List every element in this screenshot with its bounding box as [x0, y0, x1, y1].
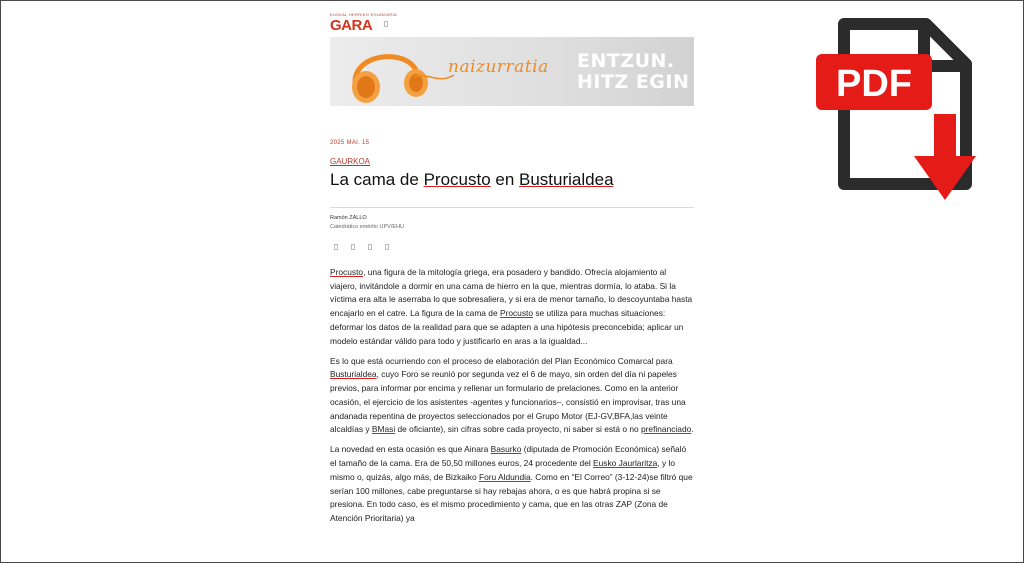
title-part: La cama de — [330, 170, 424, 189]
underlined-term: Foru Aldundia — [478, 471, 531, 482]
title-part: en — [490, 170, 520, 189]
pdf-download-icon[interactable] — [816, 16, 992, 202]
underlined-term: Procusto — [330, 267, 364, 277]
text-run: , y lo mismo o, quizás, algo más, de Bizkaiko — [330, 458, 675, 482]
paragraph — [330, 443, 694, 525]
paragraph — [330, 355, 694, 437]
text-run: , cuyo Foro se reunió por segunda vez el 6 de mayo, sin orden del día ni papeles previos, para informar por encima y rellenar un formulario de prelaciones. Como en la anterior ocasión, el ejercicio de los asistentes -agentes y funcionarios–, consistió en improvisar, tras una andanada repentina de proyectos seleccionados por el Grupo Motor (EJ-GV,BFA,las veinte alcaldías y — [330, 369, 686, 435]
text-run: de oficiante), sin cifras sobre cada proyecto, ni saber si está o no — [395, 424, 641, 435]
divider — [330, 207, 694, 208]
whatsapp-share-icon[interactable] — [368, 244, 372, 250]
article-title — [330, 170, 614, 190]
article-body — [330, 266, 694, 532]
underlined-term: prefinanciado — [640, 424, 692, 435]
text-run: , una figura de la mitología griega, era posadero y bandido. Ofrecía alojamiento al viajero, invitándole a dormir en una cama de hierro en la que, mientras dormía, lo ataba. Si la víctima era alta le aserraba lo que sobresaliera, y si era de menor tamaño, lo descoyuntaba hasta encajarlo en el catre. La figura de la cama de — [330, 267, 693, 319]
text-run: Es lo que está ocurriendo con el proceso de elaboración del Plan Económico Comarcal para — [330, 355, 673, 366]
gara-logo[interactable]: GARA — [330, 17, 373, 34]
masthead-kicker: EUSKAL HERRIKO EGUNKARIA — [330, 12, 397, 17]
underlined-term: Eusko Jaurlaritza — [593, 458, 658, 469]
text-run: La novedad en esta ocasión es que Ainara — [330, 444, 491, 455]
banner-cta-line2: HITZ EGIN — [577, 71, 690, 93]
text-run: . Como en “El Correo” (3-12-24)se filtró que serían 100 millones, cabe preguntarse si hay rebajas ahora, o es que habrá propina si se presiona. En todo caso, es el mismo procedimiento y cama, que en las otras ZAP (Zona de Atención Prioritaria) ya — [330, 471, 693, 523]
author-role: Catedrático emérito UPV/EHU — [330, 224, 404, 230]
title-part: Procusto — [423, 170, 491, 189]
email-share-icon[interactable] — [385, 244, 389, 250]
banner-script-text: naizurratia — [448, 57, 549, 77]
text-run: se utiliza para muchas situaciones: deformar los datos de la realidad para que se adapten a una hipótesis preconcebida; aplicar un modelo estándar válido para todo y justificarlo en aras a la igualdad... — [330, 308, 684, 346]
menu-icon[interactable] — [384, 21, 388, 27]
underlined-term: Basurko — [490, 444, 522, 455]
text-run: . — [691, 424, 694, 435]
banner-cta-line1: ENTZUN. — [577, 50, 675, 72]
share-bar — [334, 244, 389, 250]
section-link[interactable]: GAURKOA — [330, 157, 371, 166]
underlined-term: BMasi — [371, 424, 396, 435]
title-part: Busturialdea — [519, 170, 614, 189]
facebook-share-icon[interactable] — [334, 244, 338, 250]
underlined-term: Busturialdea — [330, 369, 377, 380]
paragraph — [330, 266, 694, 348]
ad-banner[interactable] — [330, 37, 694, 106]
twitter-share-icon[interactable] — [351, 244, 355, 250]
article-date: 2025 MAI. 15 — [330, 140, 370, 146]
banner-cta — [577, 51, 689, 93]
underlined-term: Procusto — [499, 308, 533, 319]
author-name[interactable]: Ramón ZALLO — [330, 215, 367, 221]
text-run: (diputada de Promoción Económica) señaló el tamaño de la cama. Era de 50,50 millones euros, 24 procedente del — [330, 444, 687, 469]
pdf-label: PDF — [836, 63, 912, 105]
